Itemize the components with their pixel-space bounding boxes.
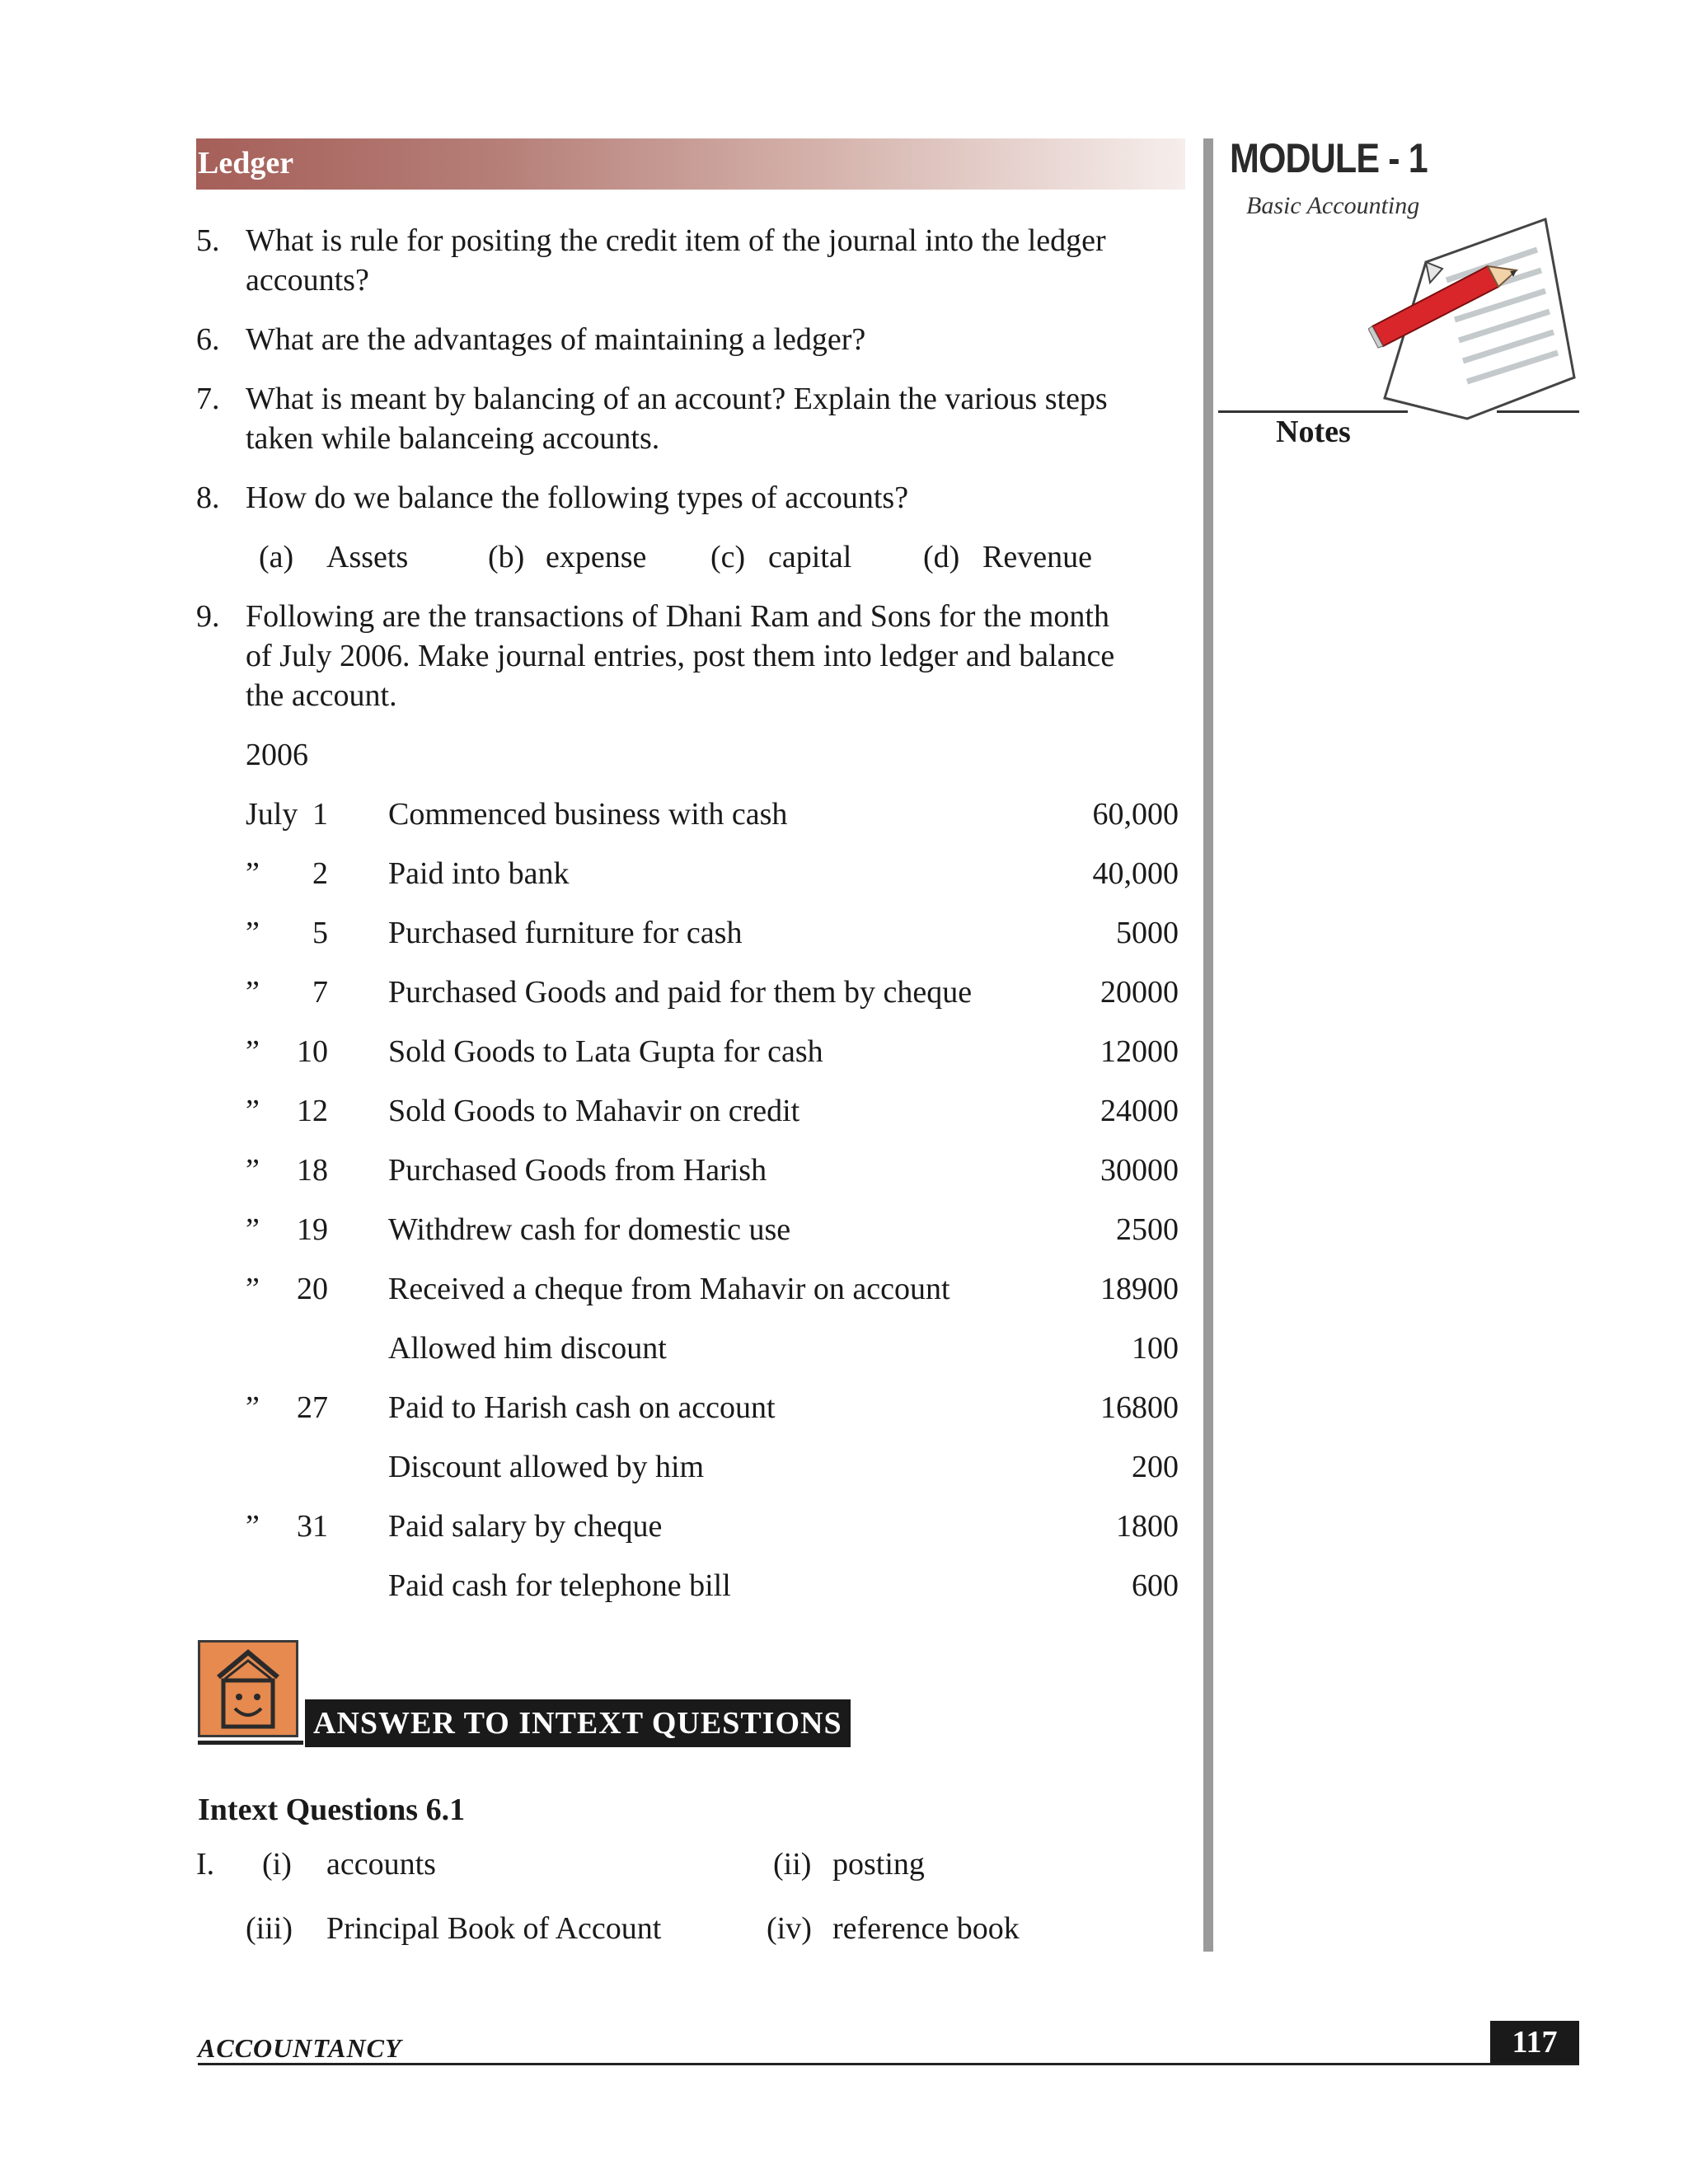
date-day: 10 bbox=[297, 1034, 328, 1069]
date-day: 20 bbox=[297, 1272, 328, 1306]
answer-text: Principal Book of Account bbox=[326, 1911, 662, 1946]
notes-rule bbox=[1497, 410, 1579, 413]
roman-numeral: I. bbox=[196, 1847, 215, 1882]
answer-text: posting bbox=[832, 1847, 925, 1882]
transaction-amount: 40,000 bbox=[1092, 856, 1179, 891]
date-day: 19 bbox=[297, 1212, 328, 1247]
transaction-description: Discount allowed by him bbox=[388, 1450, 705, 1484]
transaction-amount: 5000 bbox=[1116, 916, 1179, 950]
footer-rule bbox=[198, 2063, 1579, 2065]
question-number: 6. bbox=[196, 322, 220, 357]
date-day: 2 bbox=[312, 856, 328, 891]
table-row bbox=[0, 1032, 1187, 1091]
table-row bbox=[0, 913, 1187, 972]
module-subtitle: Basic Accounting bbox=[1246, 192, 1420, 219]
option-text: capital bbox=[768, 540, 852, 574]
question-number: 8. bbox=[196, 480, 220, 515]
table-row bbox=[0, 794, 1187, 854]
transaction-amount: 100 bbox=[1132, 1331, 1179, 1366]
question-text: the account. bbox=[246, 678, 397, 713]
transaction-amount: 1800 bbox=[1116, 1509, 1179, 1544]
module-title: MODULE - 1 bbox=[1230, 135, 1428, 181]
transactions-list bbox=[0, 794, 1187, 1625]
table-row bbox=[0, 1151, 1187, 1210]
answer-banner: ANSWER TO INTEXT QUESTIONS bbox=[305, 1699, 851, 1747]
transaction-description: Allowed him discount bbox=[388, 1331, 667, 1366]
transaction-description: Purchased Goods from Harish bbox=[388, 1153, 767, 1188]
table-row bbox=[0, 972, 1187, 1032]
table-row bbox=[0, 1447, 1187, 1507]
ditto-mark: ” bbox=[246, 1212, 260, 1247]
transaction-description: Paid into bank bbox=[388, 856, 570, 891]
answer-label: (ii) bbox=[773, 1847, 812, 1882]
table-row bbox=[0, 1388, 1187, 1447]
table-row bbox=[0, 1091, 1187, 1151]
ditto-mark: ” bbox=[246, 1272, 260, 1306]
q8-options bbox=[0, 537, 1187, 577]
transaction-description: Withdrew cash for domestic use bbox=[388, 1212, 791, 1247]
transactions-year: 2006 bbox=[246, 738, 308, 772]
question-text: accounts? bbox=[246, 263, 369, 298]
answer-label: (iv) bbox=[767, 1911, 812, 1946]
option-label: (b) bbox=[488, 540, 525, 574]
transaction-amount: 24000 bbox=[1100, 1094, 1179, 1128]
page-title: Ledger bbox=[198, 146, 294, 180]
answer-text: reference book bbox=[832, 1911, 1020, 1946]
transaction-amount: 20000 bbox=[1100, 975, 1179, 1010]
question-number: 7. bbox=[196, 382, 220, 416]
transaction-description: Paid to Harish cash on account bbox=[388, 1390, 776, 1425]
date-day: 1 bbox=[312, 797, 328, 832]
transaction-description: Purchased furniture for cash bbox=[388, 916, 743, 950]
question-text: taken while balanceing accounts. bbox=[246, 421, 660, 456]
transaction-amount: 200 bbox=[1132, 1450, 1179, 1484]
table-row bbox=[0, 1507, 1187, 1566]
date-month: July bbox=[246, 797, 298, 832]
transaction-amount: 600 bbox=[1132, 1568, 1179, 1603]
transaction-amount: 60,000 bbox=[1092, 797, 1179, 832]
table-row bbox=[0, 1329, 1187, 1388]
table-row bbox=[0, 854, 1187, 913]
transaction-description: Sold Goods to Lata Gupta for cash bbox=[388, 1034, 823, 1069]
ditto-mark: ” bbox=[246, 1034, 260, 1069]
question-text: What is rule for positing the credit item of the journal into the ledger bbox=[246, 223, 1106, 258]
transaction-amount: 16800 bbox=[1100, 1390, 1179, 1425]
transaction-amount: 30000 bbox=[1100, 1153, 1179, 1188]
transaction-description: Received a cheque from Mahavir on account bbox=[388, 1272, 950, 1306]
ditto-mark: ” bbox=[246, 1153, 260, 1188]
header-band bbox=[196, 138, 1185, 190]
transaction-amount: 18900 bbox=[1100, 1272, 1179, 1306]
footer-label: ACCOUNTANCY bbox=[198, 2033, 402, 2063]
option-label: (a) bbox=[259, 540, 294, 574]
transaction-description: Paid cash for telephone bill bbox=[388, 1568, 731, 1603]
option-text: expense bbox=[546, 540, 647, 574]
ditto-mark: ” bbox=[246, 916, 260, 950]
ditto-mark: ” bbox=[246, 1509, 260, 1544]
date-day: 18 bbox=[297, 1153, 328, 1188]
transaction-amount: 2500 bbox=[1116, 1212, 1179, 1247]
option-label: (c) bbox=[710, 540, 746, 574]
question-text: What is meant by balancing of an account? Explain the various steps bbox=[246, 382, 1108, 416]
section-heading: Intext Questions 6.1 bbox=[198, 1793, 466, 1827]
question-text: Following are the transactions of Dhani Ram and Sons for the month bbox=[246, 599, 1109, 634]
transaction-description: Purchased Goods and paid for them by cheque bbox=[388, 975, 973, 1010]
ditto-mark: ” bbox=[246, 856, 260, 891]
table-row bbox=[0, 1210, 1187, 1269]
transaction-amount: 12000 bbox=[1100, 1034, 1179, 1069]
date-day: 27 bbox=[297, 1390, 328, 1425]
question-text: What are the advantages of maintaining a ledger? bbox=[246, 322, 866, 357]
ditto-mark: ” bbox=[246, 1390, 260, 1425]
answer-label: (i) bbox=[262, 1847, 292, 1882]
notepad-pencil-icon bbox=[1368, 213, 1582, 435]
option-text: Revenue bbox=[982, 540, 1092, 574]
notes-label: Notes bbox=[1276, 415, 1351, 449]
option-text: Assets bbox=[326, 540, 409, 574]
question-number: 9. bbox=[196, 599, 220, 634]
answer-label: (iii) bbox=[246, 1911, 293, 1946]
house-smiley-icon bbox=[198, 1640, 298, 1737]
page-number: 117 bbox=[1490, 2021, 1579, 2064]
question-text: of July 2006. Make journal entries, post them into ledger and balance bbox=[246, 639, 1115, 673]
question-number: 5. bbox=[196, 223, 220, 258]
date-day: 31 bbox=[297, 1509, 328, 1544]
date-day: 7 bbox=[312, 975, 328, 1010]
table-row bbox=[0, 1269, 1187, 1329]
question-text: How do we balance the following types of accounts? bbox=[246, 480, 909, 515]
transaction-description: Sold Goods to Mahavir on credit bbox=[388, 1094, 800, 1128]
transaction-description: Paid salary by cheque bbox=[388, 1509, 663, 1544]
transaction-description: Commenced business with cash bbox=[388, 797, 788, 832]
answer-text: accounts bbox=[326, 1847, 436, 1882]
ditto-mark: ” bbox=[246, 975, 260, 1010]
date-day: 12 bbox=[297, 1094, 328, 1128]
date-day: 5 bbox=[312, 916, 328, 950]
ditto-mark: ” bbox=[246, 1094, 260, 1128]
table-row bbox=[0, 1566, 1187, 1625]
option-label: (d) bbox=[923, 540, 960, 574]
icon-underline bbox=[198, 1741, 303, 1745]
